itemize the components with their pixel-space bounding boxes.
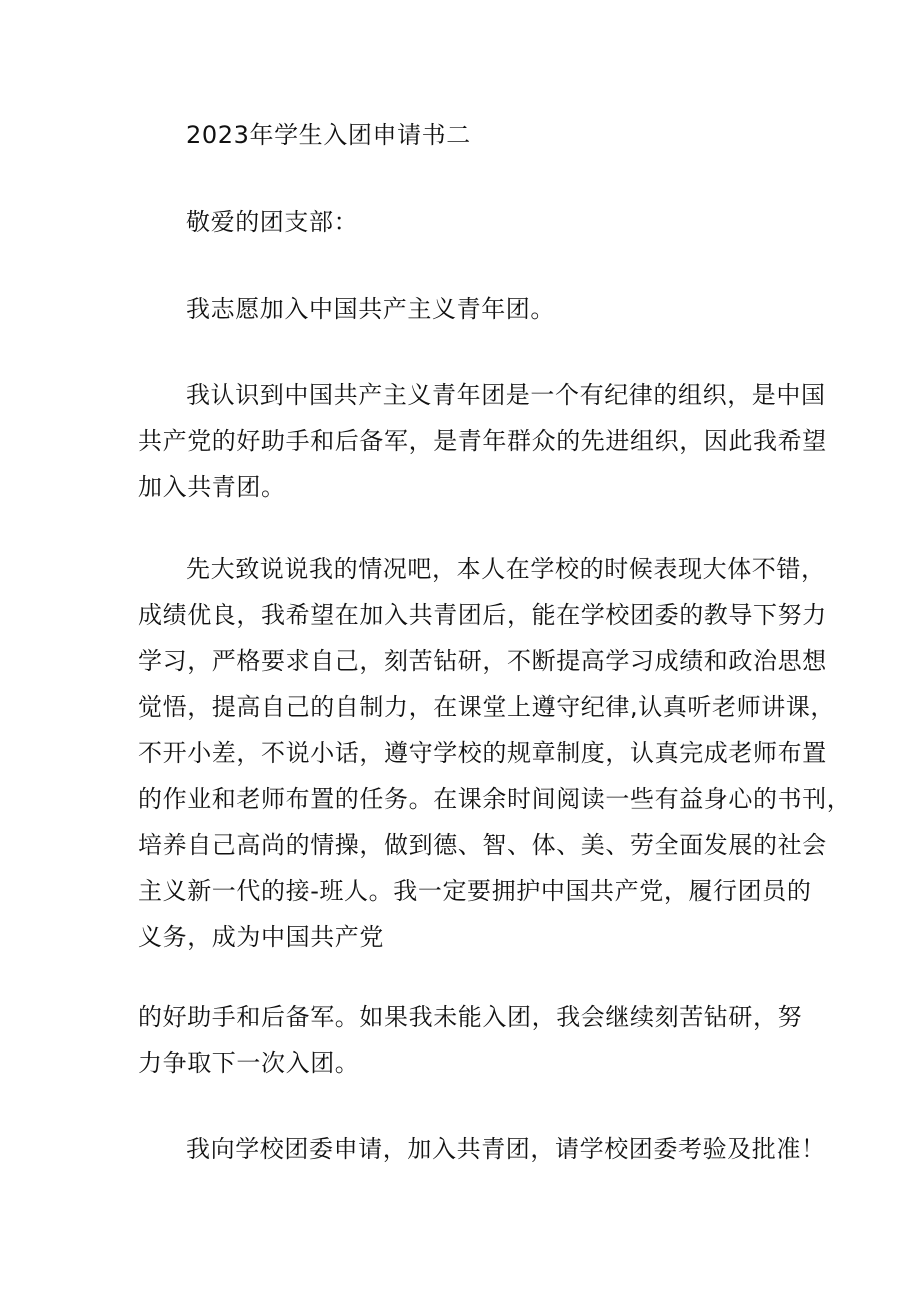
paragraph-2-line-1: 我认识到中国共产主义青年团是一个有纪律的组织，是中国	[186, 381, 826, 409]
paragraph-3-line-8: 主义新一代的接-班人。我一定要拥护中国共产党，履行团员的	[138, 877, 812, 905]
paragraph-3-line-3: 学习，严格要求自己，刻苦钻研，不断提高学习成绩和政治思想	[138, 647, 827, 675]
paragraph-3-line-6: 的作业和老师布置的任务。在课余时间阅读一些有益身心的书刊，	[138, 785, 852, 813]
paragraph-3-line-7: 培养自己高尚的情操，做到德、智、体、美、劳全面发展的社会	[138, 831, 827, 859]
paragraph-4-line-1: 的好助手和后备军。如果我未能入团，我会继续刻苦钻研，努	[138, 1003, 803, 1031]
paragraph-1-line-1: 我志愿加入中国共产主义青年团。	[186, 295, 555, 323]
paragraph-4-line-2: 力争取下一次入团。	[138, 1049, 360, 1077]
paragraph-3-line-4: 觉悟，提高自己的自制力，在课堂上遵守纪律,认真听老师讲课，	[138, 693, 836, 721]
paragraph-3-line-5: 不开小差，不说小话，遵守学校的规章制度，认真完成老师布置	[138, 739, 827, 767]
paragraph-2-line-3: 加入共青团。	[138, 473, 286, 501]
paragraph-3-line-1: 先大致说说我的情况吧，本人在学校的时候表现大体不错，	[186, 555, 826, 583]
paragraph-5-line-1: 我向学校团委申请，加入共青团，请学校团委考验及批准！	[186, 1135, 826, 1163]
document-title: 2023年学生入团申请书二	[186, 121, 471, 149]
salutation: 敬爱的团支部：	[186, 208, 359, 236]
paragraph-2-line-2: 共产党的好助手和后备军，是青年群众的先进组织，因此我希望	[138, 427, 827, 455]
paragraph-3-line-2: 成绩优良，我希望在加入共青团后，能在学校团委的教导下努力	[138, 601, 827, 629]
paragraph-3-line-9: 义务，成为中国共产党	[138, 923, 384, 951]
